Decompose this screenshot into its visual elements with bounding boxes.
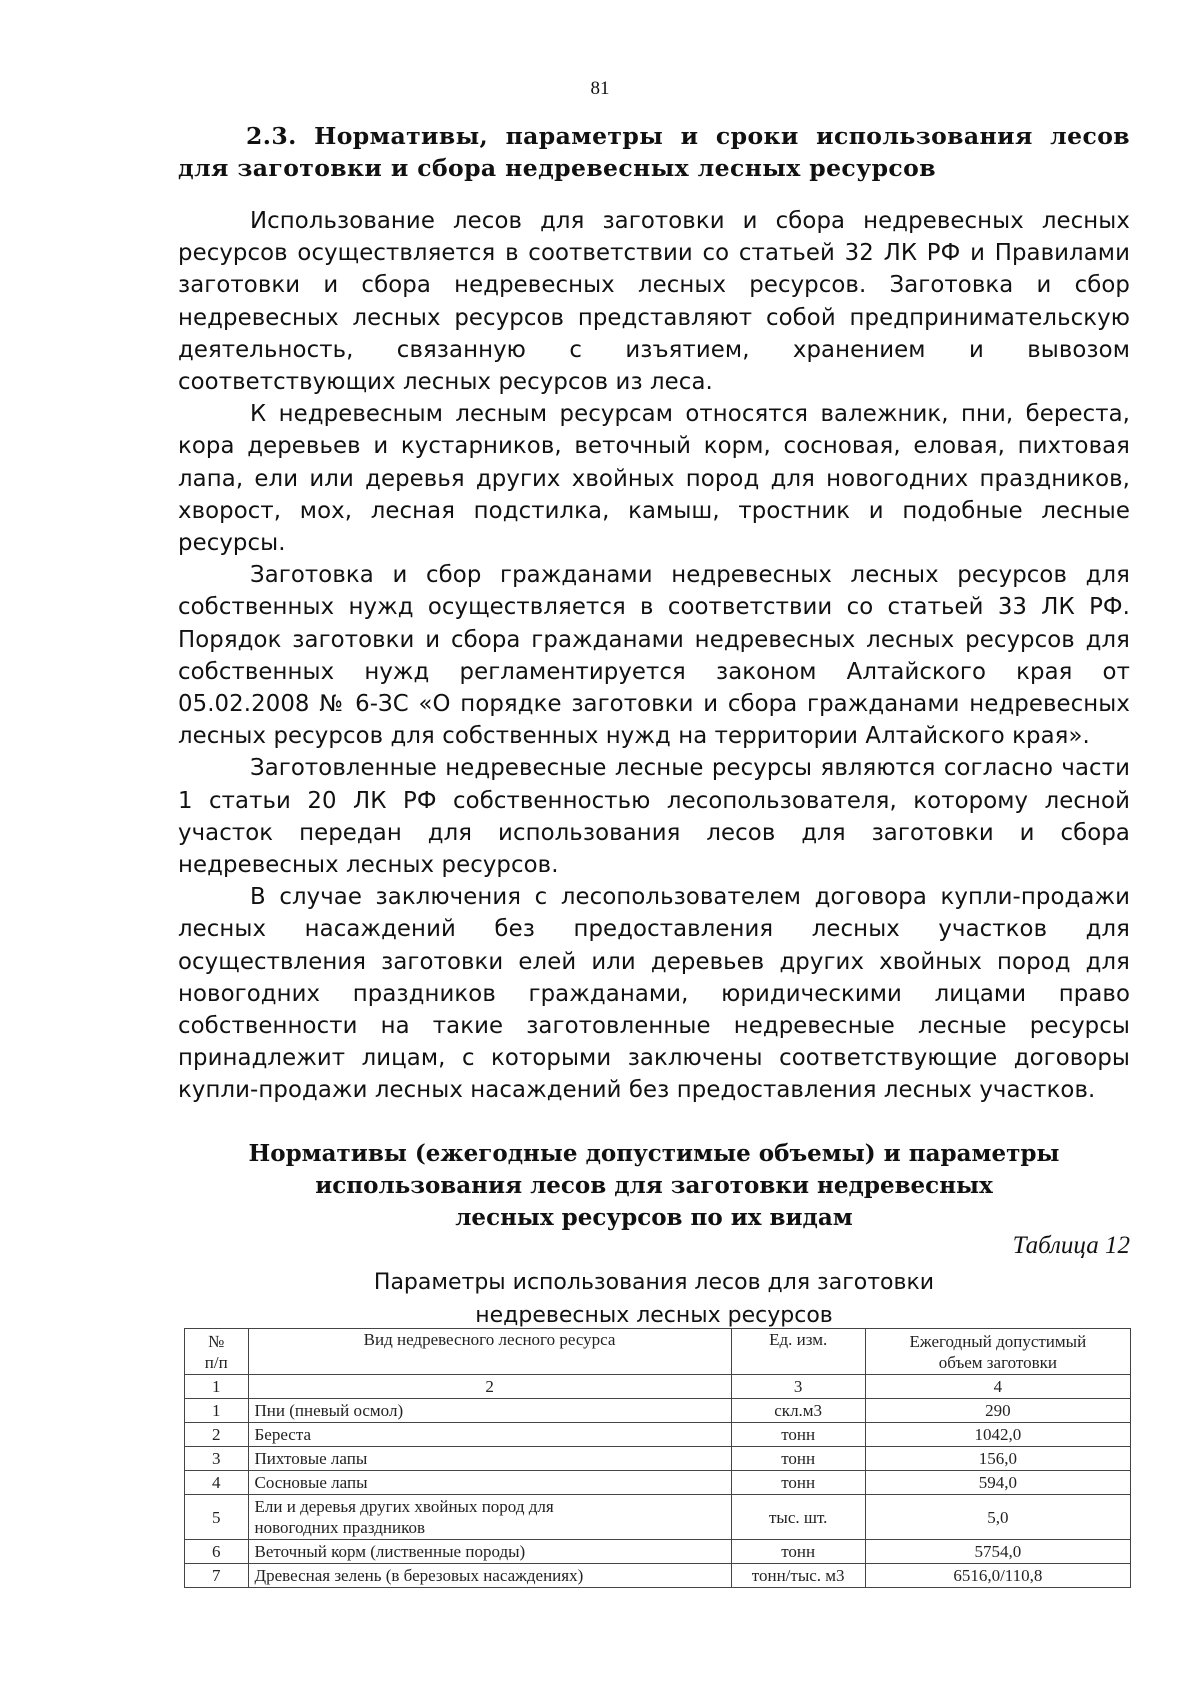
resource-volume: 290 — [865, 1399, 1130, 1423]
column-number: 2 — [248, 1375, 731, 1399]
table-caption-line: недревесных лесных ресурсов — [475, 1303, 833, 1328]
column-number: 1 — [185, 1375, 249, 1399]
resource-volume: 6516,0/110,8 — [865, 1564, 1130, 1588]
table-caption — [178, 1266, 1130, 1332]
resource-unit: тонн/тыс. м3 — [731, 1564, 865, 1588]
resource-unit: тонн — [731, 1471, 865, 1495]
paragraph: Использование лесов для заготовки и сбора недревесных лесных ресурсов осуществляется в соответствии со статьей 32 ЛК РФ и Правилами заготовки и сбора недревесных лесных ресурсов. Заготовка и сбор недревесных лесных ресурсов представляют собой предпринимательскую деятельность, связанную с изъятием, хранением и вывозом соответствующих лесных ресурсов из леса. — [178, 208, 1130, 396]
paragraph: К недревесным лесным ресурсам относятся валежник, пни, береста, кора деревьев и кустарников, веточный корм, сосновая, еловая, пихтовая лапа, ели или деревья других хвойных пород для новогодних праздников, хворост, мох, лесная подстилка, камыш, тростник и подобные лесные ресурсы. — [178, 401, 1130, 557]
resource-volume: 594,0 — [865, 1471, 1130, 1495]
row-number: 4 — [185, 1471, 249, 1495]
resource-unit: тонн — [731, 1540, 865, 1564]
paragraph: В случае заключения с лесопользователем договора купли-продажи лесных насаждений без предоставления лесных участков для осуществления заготовки елей или деревьев других хвойных пород для новогодних праздников гражданами, юридическими лицами право собственности на такие заготовленные недревесные лесные ресурсы принадлежит лицам, с которыми заключены соответствующие договоры купли-продажи лесных насаждений без предоставления лесных участков. — [178, 884, 1130, 1104]
table-heading — [178, 1138, 1130, 1234]
table-row — [185, 1495, 1131, 1540]
table-number: Таблица 12 — [1012, 1232, 1130, 1259]
resource-unit: тонн — [731, 1447, 865, 1471]
resource-name: Береста — [248, 1423, 731, 1447]
row-number: 1 — [185, 1399, 249, 1423]
row-number: 7 — [185, 1564, 249, 1588]
resource-volume: 1042,0 — [865, 1423, 1130, 1447]
table-header-row — [185, 1329, 1131, 1375]
resource-unit: тонн — [731, 1423, 865, 1447]
table-row — [185, 1423, 1131, 1447]
table-heading-line: использования лесов для заготовки недревесных — [315, 1172, 993, 1199]
body-text — [178, 205, 1130, 1107]
table-row — [185, 1564, 1131, 1588]
resource-unit: скл.м3 — [731, 1399, 865, 1423]
resource-unit: тыс. шт. — [731, 1495, 865, 1540]
row-number: 3 — [185, 1447, 249, 1471]
column-number-row — [185, 1375, 1131, 1399]
header-annual-volume: Ежегодный допустимый объем заготовки — [865, 1329, 1130, 1375]
header-unit: Ед. изм. — [731, 1329, 865, 1375]
resource-volume: 5,0 — [865, 1495, 1130, 1540]
paragraph: Заготовленные недревесные лесные ресурсы являются согласно части 1 статьи 20 ЛК РФ собственностью лесопользователя, которому лесной участок передан для использования лесов для заготовки и сбора недревесных лесных ресурсов. — [178, 755, 1130, 879]
header-resource-type: Вид недревесного лесного ресурса — [248, 1329, 731, 1375]
resource-name: Пни (пневый осмол) — [248, 1399, 731, 1423]
resource-volume: 156,0 — [865, 1447, 1130, 1471]
parameters-table — [184, 1328, 1131, 1588]
resource-name: Пихтовые лапы — [248, 1447, 731, 1471]
row-number: 6 — [185, 1540, 249, 1564]
row-number: 2 — [185, 1423, 249, 1447]
section-title: Нормативы, параметры и сроки использования лесов для заготовки и сбора недревесных лесных ресурсов — [178, 122, 1130, 182]
resource-volume: 5754,0 — [865, 1540, 1130, 1564]
section-number: 2.3. — [246, 122, 297, 150]
resource-name: Сосновые лапы — [248, 1471, 731, 1495]
table-caption-line: Параметры использования лесов для заготовки — [373, 1270, 935, 1295]
header-number: № п/п — [185, 1329, 249, 1375]
resource-name: Ели и деревья других хвойных пород для новогодних праздников — [248, 1495, 731, 1540]
column-number: 3 — [731, 1375, 865, 1399]
table-row — [185, 1447, 1131, 1471]
page-number: 81 — [590, 78, 610, 99]
table-row — [185, 1399, 1131, 1423]
column-number: 4 — [865, 1375, 1130, 1399]
paragraph: Заготовка и сбор гражданами недревесных лесных ресурсов для собственных нужд осуществляется в соответствии со статьей 33 ЛК РФ. Порядок заготовки и сбора гражданами недревесных лесных ресурсов для собственных нужд регламентируется законом Алтайского края от 05.02.2008 № 6-ЗС «О порядке заготовки и сбора гражданами недревесных лесных ресурсов для собственных нужд на территории Алтайского края». — [178, 562, 1130, 750]
resource-name: Веточный корм (лиственные породы) — [248, 1540, 731, 1564]
table-row — [185, 1540, 1131, 1564]
row-number: 5 — [185, 1495, 249, 1540]
table-row — [185, 1471, 1131, 1495]
table-heading-line: Нормативы (ежегодные допустимые объемы) и параметры — [248, 1140, 1060, 1167]
resource-name: Древесная зелень (в березовых насаждениях) — [248, 1564, 731, 1588]
section-heading — [178, 120, 1130, 184]
table-heading-line: лесных ресурсов по их видам — [455, 1204, 853, 1231]
